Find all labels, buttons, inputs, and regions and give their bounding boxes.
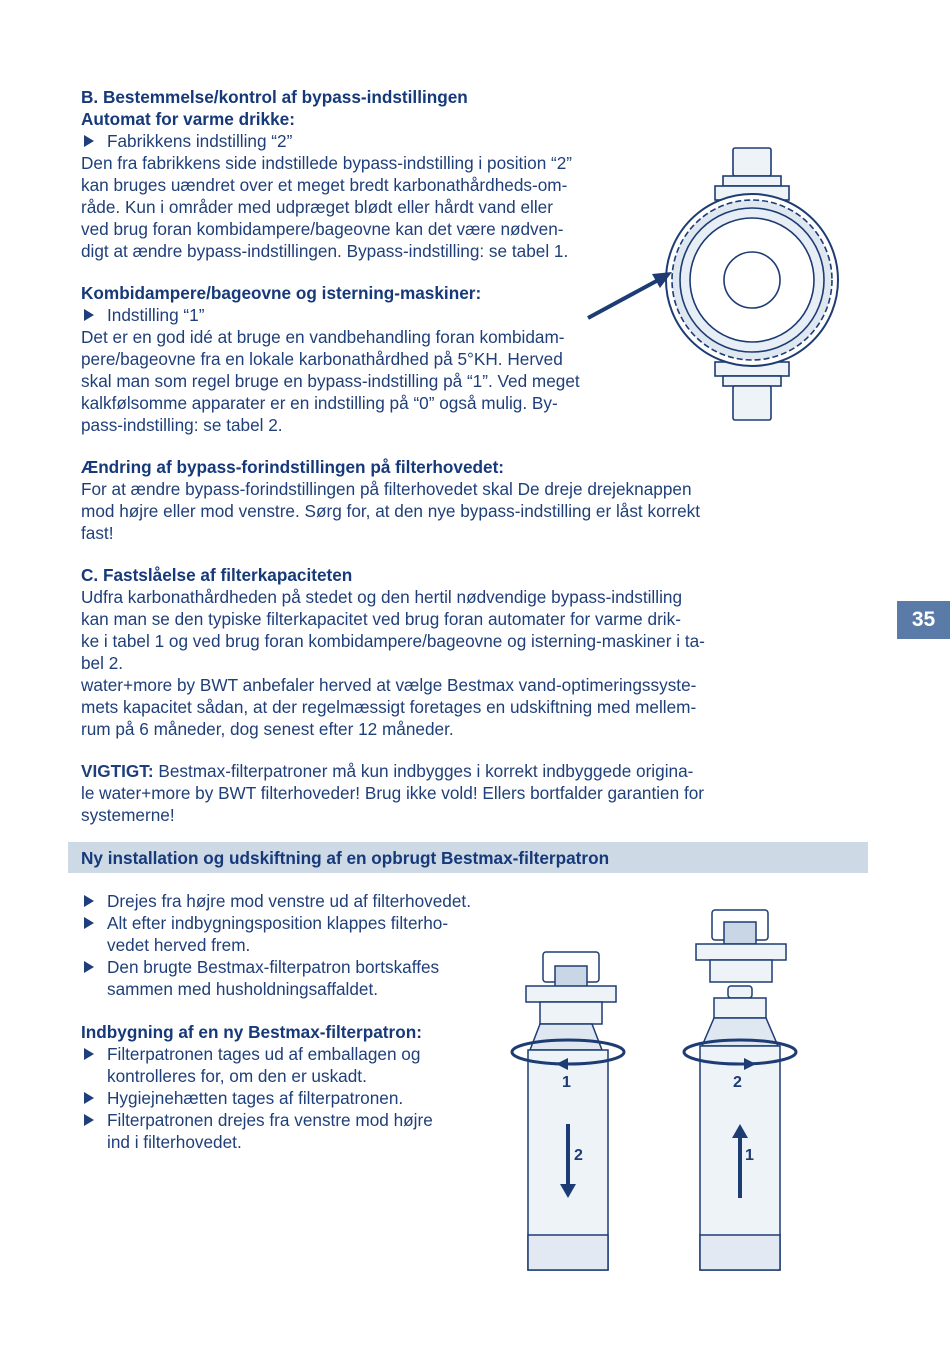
left-pull-label: 2	[574, 1147, 583, 1164]
text-line: skal man som regel bruge en bypass-indstilling på “1”. Ved meget	[81, 371, 580, 391]
text-line: rum på 6 måneder, dog senest efter 12 måneder.	[81, 719, 454, 739]
kombi-bullet: Indstilling “1”	[81, 304, 580, 326]
text-line: ved brug foran kombidampere/bageovne kan det være nødven-	[81, 219, 564, 239]
text-line: kan man se den typiske filterkapacitet ved brug foran automater for varme drik-	[81, 609, 681, 629]
text-line: systemerne!	[81, 805, 175, 825]
aendring-heading: Ændring af bypass-forindstillingen på filterhovedet:	[81, 457, 505, 477]
text-line: kalkfølsomme apparater er en indstilling på “0” også mulig. By-	[81, 393, 558, 413]
install-steps	[81, 1021, 433, 1153]
important-text: Bestmax-filterpatroner må kun indbygges i korrekt indbyggede origina-	[153, 761, 694, 781]
install-step: Filterpatronen drejes fra venstre mod højre ind i filterhovedet.	[81, 1109, 433, 1153]
important-first-line	[81, 760, 704, 782]
kombi-heading: Kombidampere/bageovne og isterning-maskiner:	[81, 283, 482, 303]
text-line: Den fra fabrikkens side indstillede bypass-indstilling i position “2”	[81, 153, 573, 173]
text-line: pere/bageovne fra en lokale karbonathårdhed på 5°KH. Herved	[81, 349, 563, 369]
text-line: Udfra karbonathårdheden på stedet og den hertil nødvendige bypass-indstilling	[81, 587, 683, 607]
kombi-section	[81, 282, 580, 436]
text-line: kan bruges uændret over et meget bredt karbonathårdheds-om-	[81, 175, 568, 195]
removal-step: Den brugte Bestmax-filterpatron bortskaffes sammen med husholdningsaffaldet.	[81, 956, 471, 1000]
text-line: water+more by BWT anbefaler herved at vælge Bestmax vand-optimeringssyste-	[81, 675, 697, 695]
section-c	[81, 564, 705, 740]
removal-step: Drejes fra højre mod venstre ud af filterhovedet.	[81, 890, 471, 912]
left-rotate-label: 1	[562, 1074, 571, 1091]
section-b-heading: B. Bestemmelse/kontrol af bypass-indstillingen	[81, 87, 468, 107]
section-b	[81, 86, 572, 262]
section-b-subheading: Automat for varme drikke:	[81, 109, 295, 129]
cartridge-change-illustration	[500, 900, 810, 1280]
text-line: mets kapacitet sådan, at der regelmæssigt foretages en udskiftning med mellem-	[81, 697, 697, 717]
section-b-bullet: Fabrikkens indstilling “2”	[81, 130, 572, 152]
removal-step: Alt efter indbygningsposition klappes filterho- vedet herved frem.	[81, 912, 471, 956]
important-note	[81, 760, 704, 826]
install-step: Filterpatronen tages ud af emballagen og kontrolleres for, om den er uskadt.	[81, 1043, 433, 1087]
text-line: Det er en god idé at bruge en vandbehandling foran kombidam-	[81, 327, 565, 347]
text-line: digt at ændre bypass-indstillingen. Bypass-indstilling: se tabel 1.	[81, 241, 569, 261]
text-line: fast!	[81, 523, 114, 543]
important-label: VIGTIGT:	[81, 761, 154, 781]
aendring-section	[81, 456, 700, 544]
install-heading: Indbygning af en ny Bestmax-filterpatron:	[81, 1022, 422, 1042]
text-line: For at ændre bypass-forindstillingen på filterhovedet skal De dreje drejeknappen	[81, 479, 692, 499]
filter-head-illustration	[580, 140, 850, 430]
section-header-bar	[68, 842, 868, 873]
text-line: le water+more by BWT filterhoveder! Brug ikke vold! Ellers bortfalder garantien for	[81, 783, 705, 803]
text-line: råde. Kun i områder med udpræget blødt eller hårdt vand eller	[81, 197, 553, 217]
text-line: bel 2.	[81, 653, 124, 673]
text-line: mod højre eller mod venstre. Sørg for, at den nye bypass-indstilling er låst korrekt	[81, 501, 701, 521]
section-header-title: Ny installation og udskiftning af en opbrugt Bestmax-filterpatron	[81, 848, 610, 868]
right-push-label: 1	[745, 1147, 754, 1164]
text-line: ke i tabel 1 og ved brug foran kombidampere/bageovne og isterning-maskiner i ta-	[81, 631, 705, 651]
right-rotate-label: 2	[733, 1074, 742, 1091]
removal-steps	[81, 890, 471, 1000]
install-step: Hygiejnehætten tages af filterpatronen.	[81, 1087, 433, 1109]
page-number-tab: 35	[897, 601, 950, 639]
text-line: pass-indstilling: se tabel 2.	[81, 415, 283, 435]
section-c-heading: C. Fastslåelse af filterkapaciteten	[81, 565, 353, 585]
